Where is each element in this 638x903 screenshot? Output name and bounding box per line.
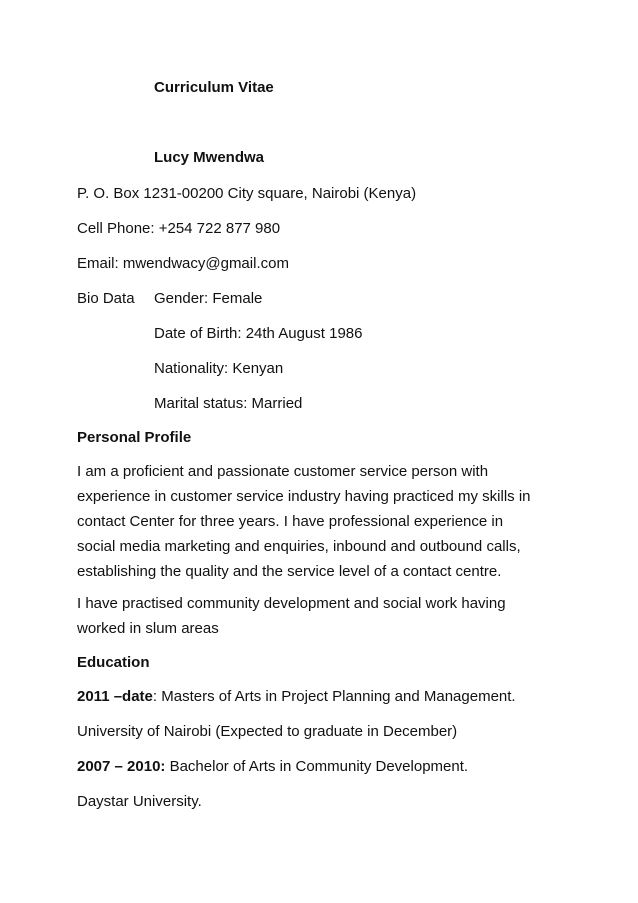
bio-nationality: Nationality: Kenyan (154, 360, 284, 377)
bio-marital-status: Marital status: Married (154, 395, 303, 412)
community-line: worked in slum areas (77, 620, 219, 637)
bio-gender: Gender: Female (154, 290, 263, 307)
education-entry (77, 757, 468, 777)
education-period: 2007 – 2010: (77, 758, 166, 775)
education-institution: Daystar University. (77, 793, 202, 810)
profile-line: I am a proficient and passionate customer service person with (77, 463, 489, 480)
document-title: Curriculum Vitae (154, 79, 274, 96)
candidate-name: Lucy Mwendwa (154, 149, 265, 166)
phone-line: Cell Phone: +254 722 877 980 (77, 220, 281, 237)
profile-line: social media marketing and enquiries, inbound and outbound calls, (77, 538, 521, 555)
address-line: P. O. Box 1231-00200 City square, Nairobi (Kenya) (77, 185, 417, 202)
education-degree: Bachelor of Arts in Community Development. (165, 758, 469, 775)
bio-date-of-birth: Date of Birth: 24th August 1986 (154, 325, 363, 342)
education-institution: University of Nairobi (Expected to graduate in December) (77, 723, 458, 740)
email-line: Email: mwendwacy@gmail.com (77, 255, 289, 272)
education-degree: : Masters of Arts in Project Planning and Management. (152, 688, 516, 705)
community-line: I have practised community development and social work having (77, 595, 506, 612)
education-entry (77, 687, 516, 707)
personal-profile-heading: Personal Profile (77, 429, 192, 446)
education-heading: Education (77, 654, 150, 671)
education-period: 2011 –date (77, 688, 153, 705)
bio-data-label: Bio Data (77, 290, 135, 307)
profile-line: establishing the quality and the service level of a contact centre. (77, 563, 502, 580)
profile-line: experience in customer service industry having practiced my skills in (77, 488, 531, 505)
profile-line: contact Center for three years. I have professional experience in (77, 513, 504, 530)
